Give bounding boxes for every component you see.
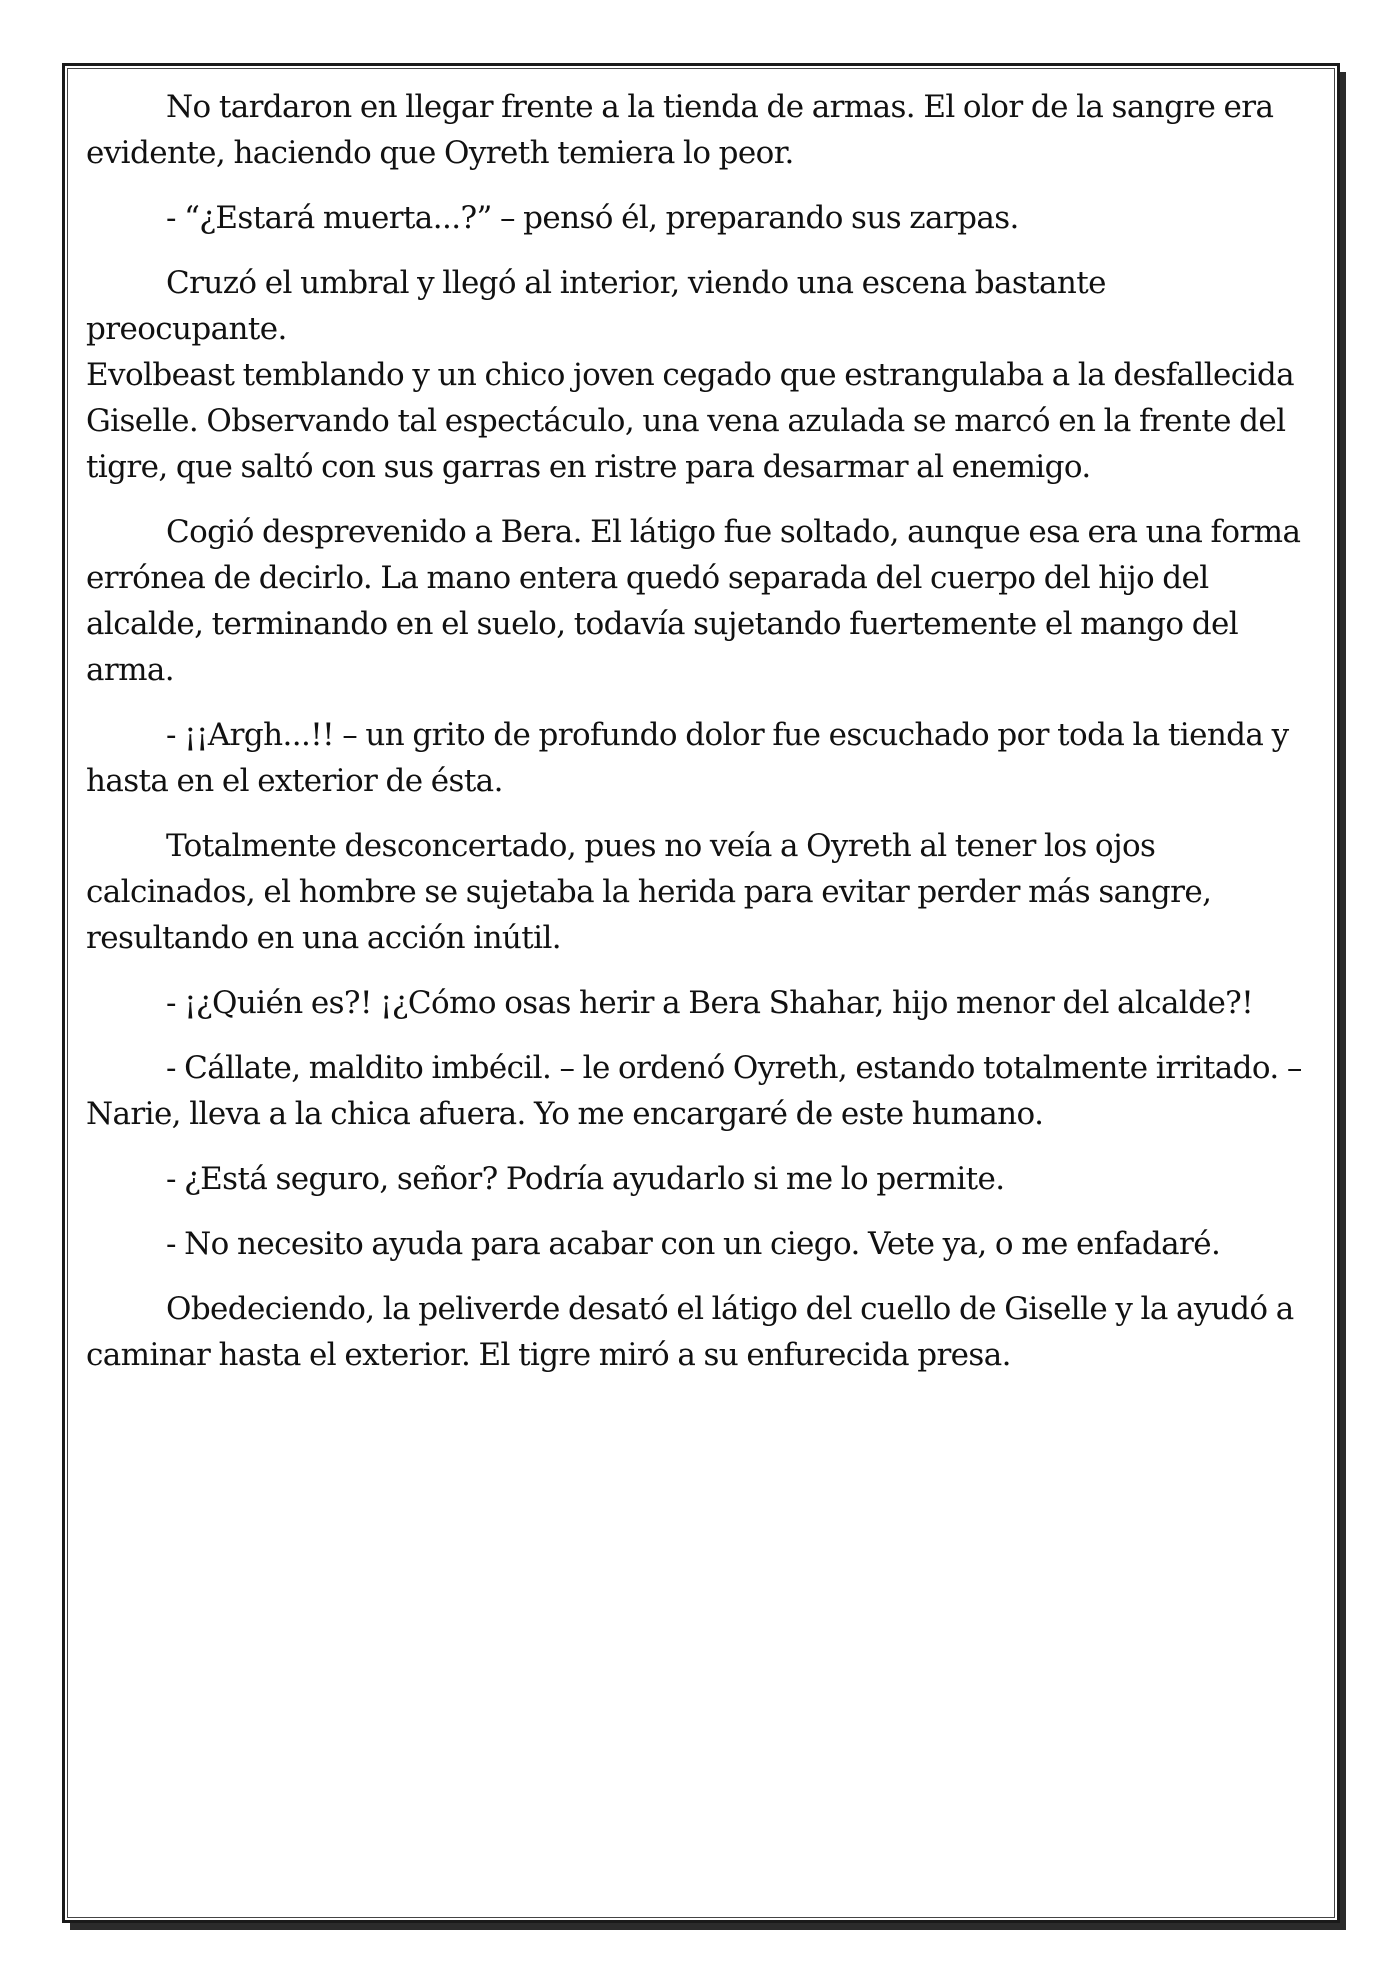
paragraph-9: - ¿Está seguro, señor? Podría ayudarlo si me lo permite. bbox=[166, 1161, 1005, 1197]
paragraph-5: - ¡¡Argh...!! – un grito de profundo dolor fue escuchado por toda la tienda y hasta en el exterior de ésta. bbox=[86, 717, 1289, 799]
paragraph-6: Totalmente desconcertado, pues no veía a Oyreth al tener los ojos calcinados, el hombre se sujetaba la herida para evitar perder más sangre, resultando en una acción inútil. bbox=[86, 828, 1212, 956]
paragraph-11: Obedeciendo, la peliverde desató el látigo del cuello de Giselle y la ayudó a caminar hasta el exterior. El tigre miró a su enfurecida presa. bbox=[86, 1291, 1294, 1373]
paragraph-8: - Cállate, maldito imbécil. – le ordenó Oyreth, estando totalmente irritado. – Narie, lleva a la chica afuera. Yo me encargaré de este humano. bbox=[86, 1050, 1302, 1132]
paragraph-1: No tardaron en llegar frente a la tienda de armas. El olor de la sangre era evidente, haciendo que Oyreth temiera lo peor. bbox=[86, 89, 1274, 171]
paragraph-4: Cogió desprevenido a Bera. El látigo fue soltado, aunque esa era una forma errónea de decirlo. La mano entera quedó separada del cuerpo del hijo del alcalde, terminando en el suelo, todavía sujetando fuertemente el mango del arma. bbox=[86, 514, 1301, 688]
paragraph-3: Cruzó el umbral y llegó al interior, viendo una escena bastante preocupante. Evolbeast temblando y un chico joven cegado que estrangulaba a la desfallecida Giselle. Observando tal espectáculo, una vena azulada se marcó en la frente del tigre, que saltó con sus garras en ristre para desarmar al enemigo. bbox=[86, 265, 1294, 485]
paragraph-7: - ¡¿Quién es?! ¡¿Cómo osas herir a Bera Shahar, hijo menor del alcalde?! bbox=[166, 985, 1254, 1021]
document-body bbox=[86, 84, 1312, 1397]
paragraph-10: - No necesito ayuda para acabar con un ciego. Vete ya, o me enfadaré. bbox=[166, 1226, 1221, 1262]
paragraph-2: - “¿Estará muerta...?” – pensó él, preparando sus zarpas. bbox=[166, 200, 1019, 236]
